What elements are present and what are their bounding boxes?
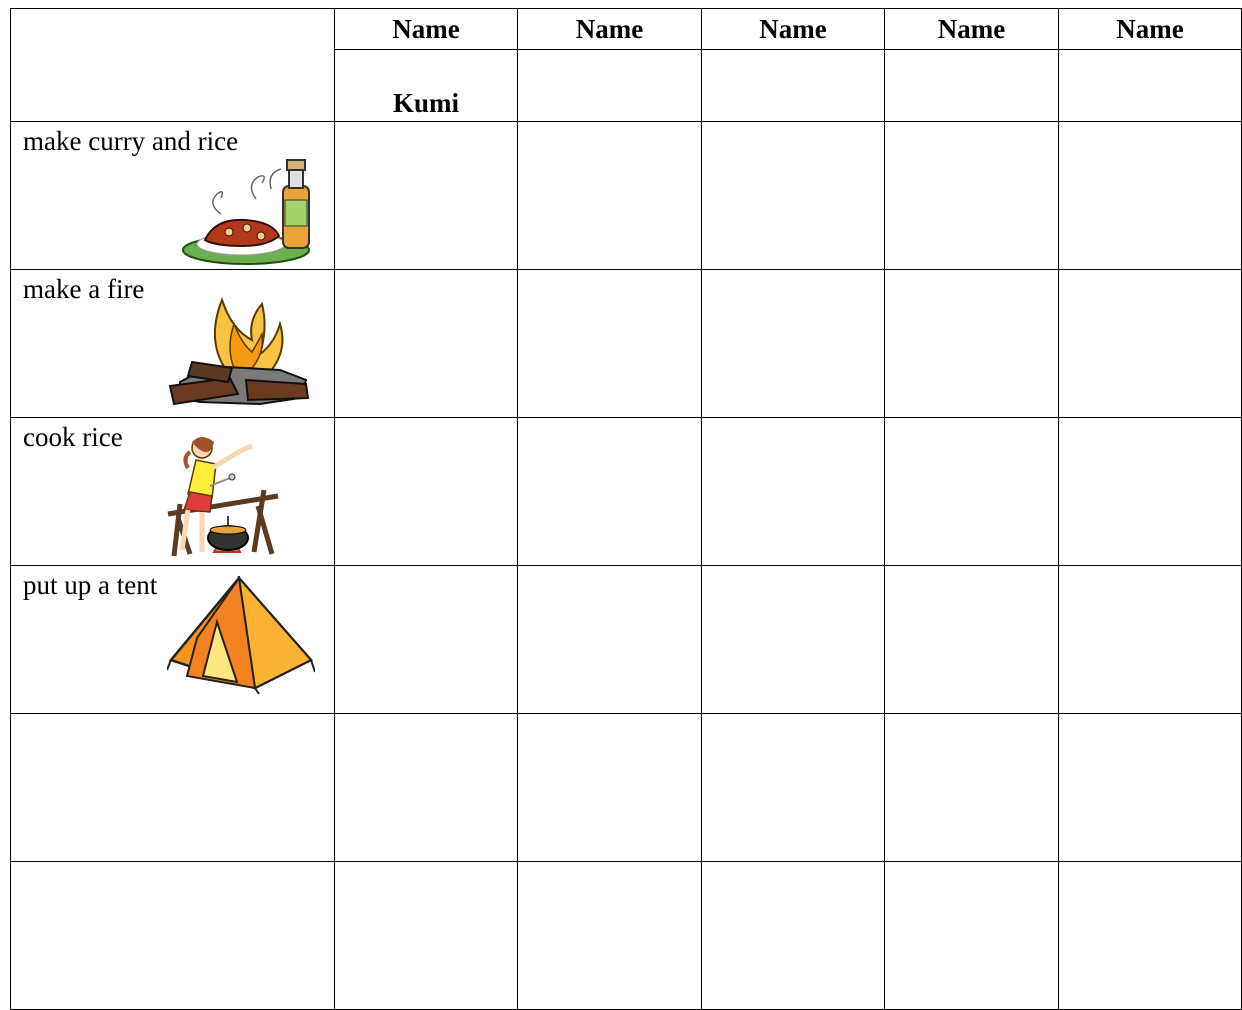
response-cell[interactable] <box>702 418 885 566</box>
activity-label: make a fire <box>23 274 145 304</box>
tent-icon <box>167 576 315 694</box>
response-cell[interactable] <box>702 270 885 418</box>
response-cell[interactable] <box>885 566 1059 714</box>
response-cell[interactable] <box>518 714 702 862</box>
girl-cooking-icon <box>166 434 284 558</box>
response-cell[interactable] <box>1059 862 1242 1010</box>
entered-name: Kumi <box>392 88 459 118</box>
response-cell[interactable] <box>518 270 702 418</box>
activity-label-cell <box>11 566 335 714</box>
response-cell[interactable] <box>1059 566 1242 714</box>
response-cell[interactable] <box>335 566 518 714</box>
name-entry-cell-2[interactable] <box>518 50 702 122</box>
activity-label-cell[interactable] <box>11 862 335 1010</box>
activity-label: cook rice <box>23 422 123 452</box>
response-cell[interactable] <box>335 862 518 1010</box>
activity-row <box>11 418 1242 566</box>
response-cell[interactable] <box>885 270 1059 418</box>
header-row <box>11 9 1242 50</box>
response-cell[interactable] <box>885 862 1059 1010</box>
header-corner-cell <box>11 9 335 122</box>
response-cell[interactable] <box>518 122 702 270</box>
campfire-icon <box>166 290 312 410</box>
curry-and-rice-icon <box>181 154 316 266</box>
name-entry-cell-1[interactable] <box>335 50 518 122</box>
response-cell[interactable] <box>335 418 518 566</box>
column-header-3: Name <box>702 9 885 50</box>
column-header-5: Name <box>1059 9 1242 50</box>
activity-row-blank <box>11 862 1242 1010</box>
response-cell[interactable] <box>1059 270 1242 418</box>
activity-label-cell <box>11 270 335 418</box>
response-cell[interactable] <box>1059 418 1242 566</box>
response-cell[interactable] <box>335 270 518 418</box>
response-cell[interactable] <box>335 714 518 862</box>
response-cell[interactable] <box>335 122 518 270</box>
activity-label-cell[interactable] <box>11 714 335 862</box>
response-cell[interactable] <box>702 862 885 1010</box>
response-cell[interactable] <box>1059 122 1242 270</box>
name-entry-cell-3[interactable] <box>702 50 885 122</box>
activity-label-cell <box>11 122 335 270</box>
response-cell[interactable] <box>1059 714 1242 862</box>
activity-row <box>11 566 1242 714</box>
column-header-2: Name <box>518 9 702 50</box>
response-cell[interactable] <box>518 566 702 714</box>
name-entry-cell-4[interactable] <box>885 50 1059 122</box>
activity-label: put up a tent <box>23 570 158 600</box>
response-cell[interactable] <box>702 566 885 714</box>
response-cell[interactable] <box>885 122 1059 270</box>
response-cell[interactable] <box>518 418 702 566</box>
activity-label: make curry and rice <box>23 126 239 156</box>
activity-row-blank <box>11 714 1242 862</box>
column-header-1: Name <box>335 9 518 50</box>
activity-row <box>11 270 1242 418</box>
activity-label-cell <box>11 418 335 566</box>
name-entry-cell-5[interactable] <box>1059 50 1242 122</box>
response-cell[interactable] <box>518 862 702 1010</box>
activity-survey-table <box>10 8 1242 1010</box>
response-cell[interactable] <box>885 418 1059 566</box>
response-cell[interactable] <box>702 714 885 862</box>
activity-row <box>11 122 1242 270</box>
response-cell[interactable] <box>885 714 1059 862</box>
column-header-4: Name <box>885 9 1059 50</box>
response-cell[interactable] <box>702 122 885 270</box>
